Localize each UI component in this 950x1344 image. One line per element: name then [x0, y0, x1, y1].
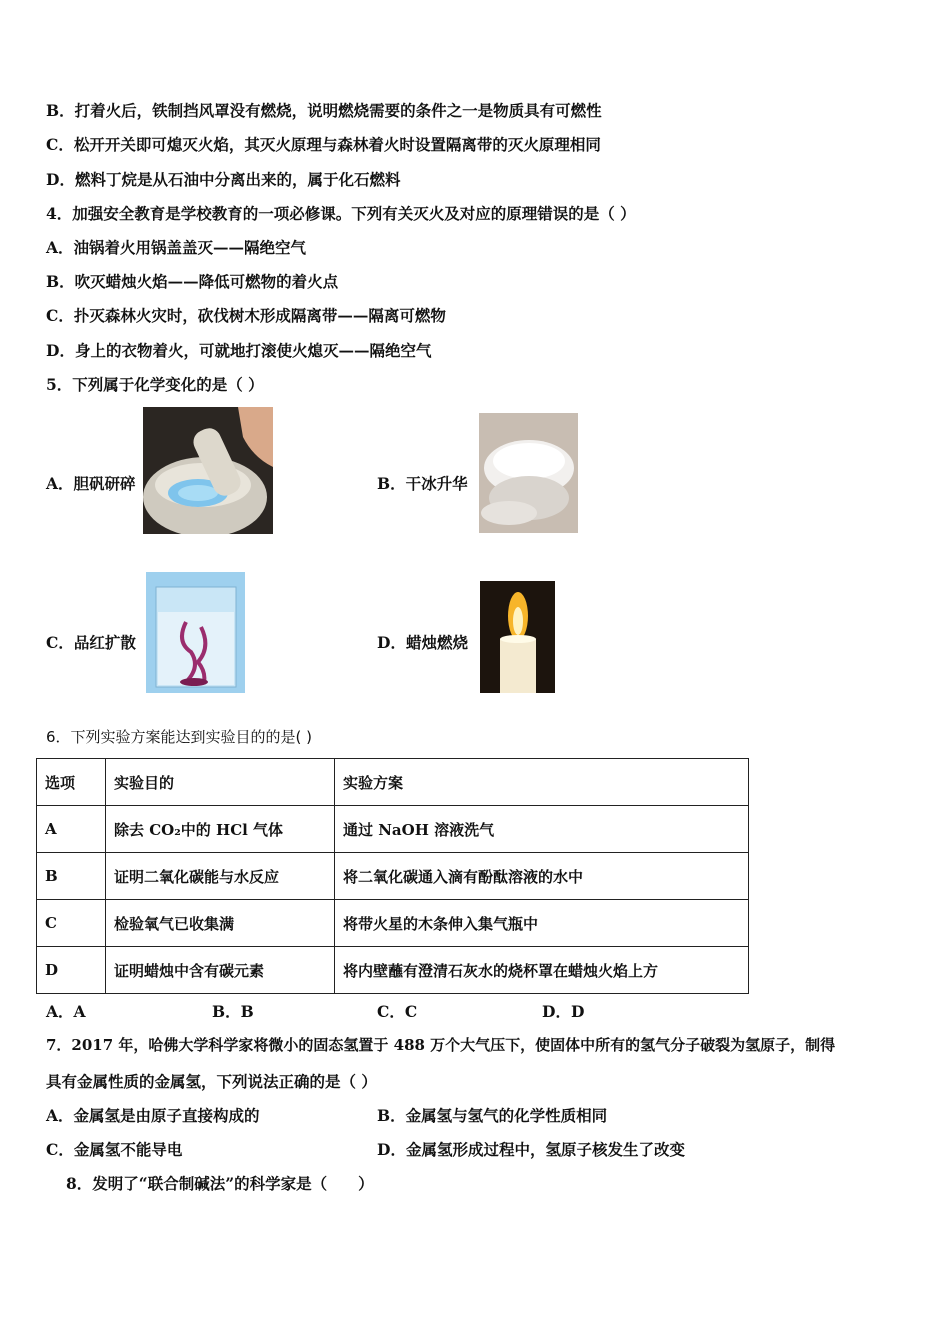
dry-ice-image [479, 413, 578, 533]
table-cell: 证明二氧化碳能与水反应 [106, 853, 335, 900]
table-row [37, 900, 749, 947]
table-row [37, 806, 749, 853]
q7-option-a: A．金属氢是由原子直接构成的 [46, 1106, 260, 1125]
q7-option-b: B．金属氢与氢气的化学性质相同 [377, 1106, 608, 1125]
table-header-row [37, 759, 749, 806]
table-cell: 将带火星的木条伸入集气瓶中 [335, 900, 749, 947]
table-cell: C [37, 900, 106, 947]
q4-option-a: A．油锅着火用锅盖盖灭——隔绝空气 [46, 238, 307, 257]
q3-option-d: D．燃料丁烷是从石油中分离出来的，属于化石燃料 [46, 170, 401, 189]
q5-option-c-label: C．品红扩散 [46, 633, 136, 652]
q5-option-b-label: B．干冰升华 [377, 474, 468, 493]
q3-option-b: B．打着火后，铁制挡风罩没有燃烧，说明燃烧需要的条件之一是物质具有可燃性 [46, 101, 602, 120]
experiment-table [36, 758, 749, 994]
q8-stem: 8．发明了“联合制碱法”的科学家是（ ） [66, 1174, 374, 1193]
q4-stem: 4．加强安全教育是学校教育的一项必修课。下列有关灭火及对应的原理错误的是（ ） [46, 204, 636, 223]
q5-option-a-label: A．胆矾研碎 [46, 474, 136, 493]
table-header-cell: 实验方案 [335, 759, 749, 806]
table-header-cell: 实验目的 [106, 759, 335, 806]
q4-option-c: C．扑灭森林火灾时，砍伐树木形成隔离带——隔离可燃物 [46, 306, 446, 325]
q6-choice-b: B．B [212, 1002, 254, 1021]
q6-choice-d: D．D [542, 1002, 585, 1021]
q5-stem: 5．下列属于化学变化的是（ ） [46, 375, 264, 394]
table-cell: 将内壁蘸有澄清石灰水的烧杯罩在蜡烛火焰上方 [335, 947, 749, 994]
q3-option-c: C．松开开关即可熄灭火焰，其灭火原理与森林着火时设置隔离带的灭火原理相同 [46, 135, 601, 154]
table-cell: B [37, 853, 106, 900]
table-row [37, 947, 749, 994]
q4-option-b: B．吹灭蜡烛火焰——降低可燃物的着火点 [46, 272, 339, 291]
table-header-cell: 选项 [37, 759, 106, 806]
table-cell: 证明蜡烛中含有碳元素 [106, 947, 335, 994]
candle-image [480, 581, 555, 693]
beaker-image [146, 572, 245, 693]
table-cell: 通过 NaOH 溶液洗气 [335, 806, 749, 853]
table-cell: 将二氧化碳通入滴有酚酞溶液的水中 [335, 853, 749, 900]
q6-stem: 6．下列实验方案能达到实验目的的是( ) [46, 728, 313, 746]
q7-stem-line1: 7．2017 年，哈佛大学科学家将微小的固态氢置于 488 万个大气压下，使固体中所有的氢气分子破裂为氢原子，制得 [46, 1036, 836, 1054]
q7-option-d: D．金属氢形成过程中，氢原子核发生了改变 [377, 1140, 685, 1159]
mortar-pestle-image [143, 407, 273, 534]
q7-stem-line2: 具有金属性质的金属氢，下列说法正确的是（ ） [46, 1072, 377, 1091]
table-row [37, 853, 749, 900]
q4-option-d: D．身上的衣物着火，可就地打滚使火熄灭——隔绝空气 [46, 341, 432, 360]
table-cell: D [37, 947, 106, 994]
table-cell: A [37, 806, 106, 853]
q6-choice-a: A．A [46, 1002, 86, 1021]
table-cell: 除去 CO₂中的 HCl 气体 [106, 806, 335, 853]
q5-option-d-label: D．蜡烛燃烧 [377, 633, 468, 652]
q6-choice-c: C．C [377, 1002, 418, 1021]
table-cell: 检验氧气已收集满 [106, 900, 335, 947]
q7-option-c: C．金属氢不能导电 [46, 1140, 183, 1159]
